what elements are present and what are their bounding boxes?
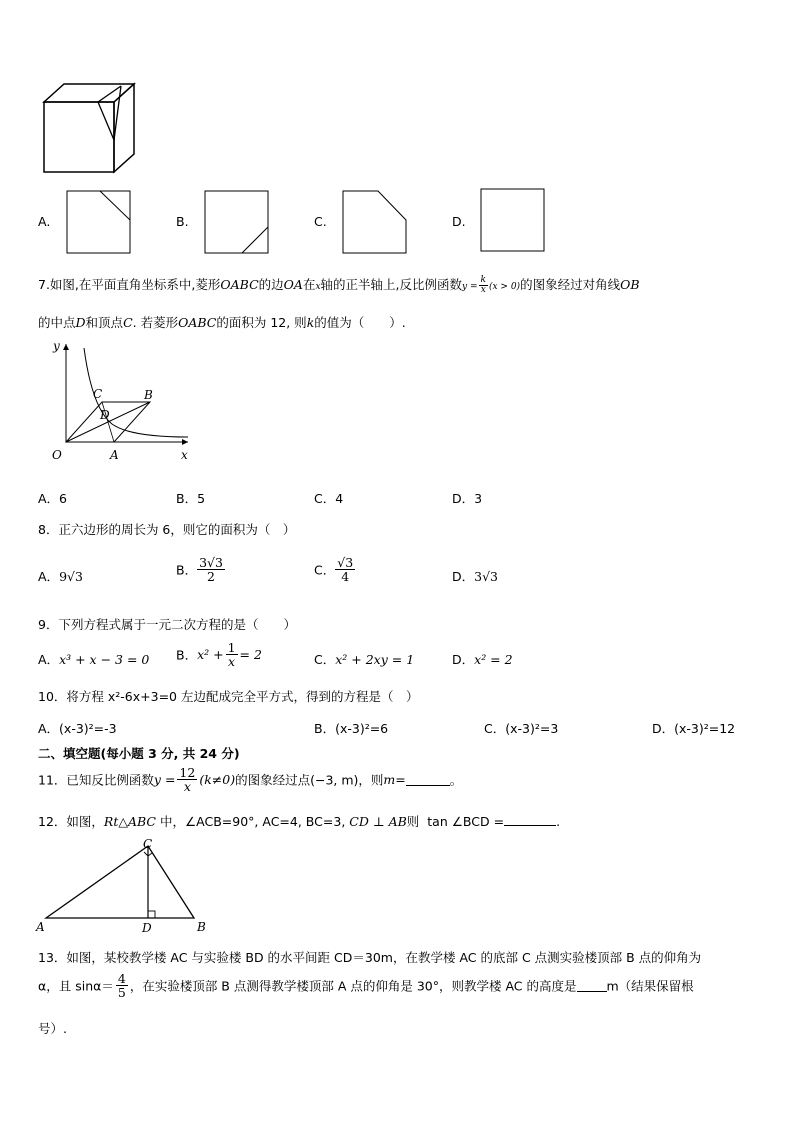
q6-option-b-figure <box>204 190 270 254</box>
q9-option-c: C．x² + 2xy = 1 <box>314 652 415 667</box>
q9-option-a: A．x³ + x − 3 = 0 <box>38 652 150 667</box>
q6-option-a-label: A. <box>38 214 51 229</box>
q12-line: 12．如图，Rt△ABC 中，∠ACB=90°, AC=4, BC=3, CD ⊥ AB则 tan ∠BCD = . <box>38 814 561 829</box>
q7-option-c: C．4 <box>314 491 344 506</box>
q8-option-b: B． $\frac{3√3}{2}$ <box>176 555 223 585</box>
q10-option-b: B．(x-3)²=6 <box>314 721 389 736</box>
q13-line3: 号）. <box>38 1021 67 1036</box>
q12-label-d: D <box>142 921 152 934</box>
q7-line2: 的中点D和顶点C. 若菱形OABC的面积为 12, 则k的值为（ ）. <box>38 315 406 330</box>
q7-label-d: D <box>100 408 110 422</box>
q7-label-x: x <box>181 448 188 462</box>
q6-option-d-figure <box>480 188 546 252</box>
q7-label-y: y <box>53 339 60 353</box>
q6-option-c-figure <box>342 190 408 254</box>
q12-label-b: B <box>197 920 206 934</box>
q7-label-o: O <box>52 448 62 462</box>
q10-option-d: D．(x-3)²=12 <box>652 721 736 736</box>
q12-label-c: C <box>143 837 153 851</box>
q12-answer-blank[interactable] <box>504 813 556 826</box>
q12-label-a: A <box>36 920 45 934</box>
q9-option-b: B．x² + $\frac{1}{x}$ = 2 <box>176 640 262 670</box>
q6-option-a-figure <box>66 190 132 254</box>
q10-stem: 10．将方程 x²-6x+3=0 左边配成完全平方式，得到的方程是（ ） <box>38 689 419 704</box>
q7-graph <box>40 338 200 464</box>
q7-option-b: B．5 <box>176 491 206 506</box>
q8-option-a: A．9√3 <box>38 569 83 584</box>
q10-option-c: C．(x-3)²=3 <box>484 721 559 736</box>
q11-answer-blank[interactable] <box>406 773 450 786</box>
section-2-title: 二、填空题(每小题 3 分, 共 24 分) <box>38 746 240 761</box>
q7-label-b: B <box>144 388 153 402</box>
q7-option-d: D．3 <box>452 491 483 506</box>
q10-option-a: A．(x-3)²=-3 <box>38 721 117 736</box>
q13-answer-blank[interactable] <box>577 979 607 992</box>
q9-option-d: D．x² = 2 <box>452 652 513 667</box>
q11-line: 11．已知反比例函数y = $\frac{12}{x}$ (k≠0)的图象经过点(−3, m)，则m= 。 <box>38 765 463 795</box>
q8-option-d: D．3√3 <box>452 569 499 584</box>
q8-stem: 8．正六边形的周长为 6，则它的面积为（ ） <box>38 522 296 537</box>
q6-option-b-label: B. <box>176 214 189 229</box>
q7-label-c: C <box>93 387 103 401</box>
cube-figure <box>40 80 140 176</box>
q7-option-a: A．6 <box>38 491 68 506</box>
q13-line2: α，且 sinα＝ $\frac{4}{5}$ ，在实验楼顶部 B 点测得教学楼顶部 A 点的仰角是 30°，则教学楼 AC 的高度是 m（结果保留根 <box>38 971 694 1001</box>
q13-line1: 13．如图，某校教学楼 AC 与实验楼 BD 的水平间距 CD＝30m，在教学楼 AC 的底部 C 点测实验楼顶部 B 点的仰角为 <box>38 950 702 965</box>
q6-option-c-label: C. <box>314 214 327 229</box>
q8-option-c: C． $\frac{√3}{4}$ <box>314 555 354 585</box>
q9-stem: 9．下列方程式属于一元二次方程的是（ ） <box>38 617 296 632</box>
q12-triangle <box>34 836 214 934</box>
q6-option-d-label: D. <box>452 214 466 229</box>
q7-label-a: A <box>110 448 119 462</box>
q7-line1: 7.如图,在平面直角坐标系中,菱形OABC的边OA在x轴的正半轴上,反比例函数y = $\frac{k}{x}$ (x > 0)的图象经过对角线OB <box>38 274 640 295</box>
